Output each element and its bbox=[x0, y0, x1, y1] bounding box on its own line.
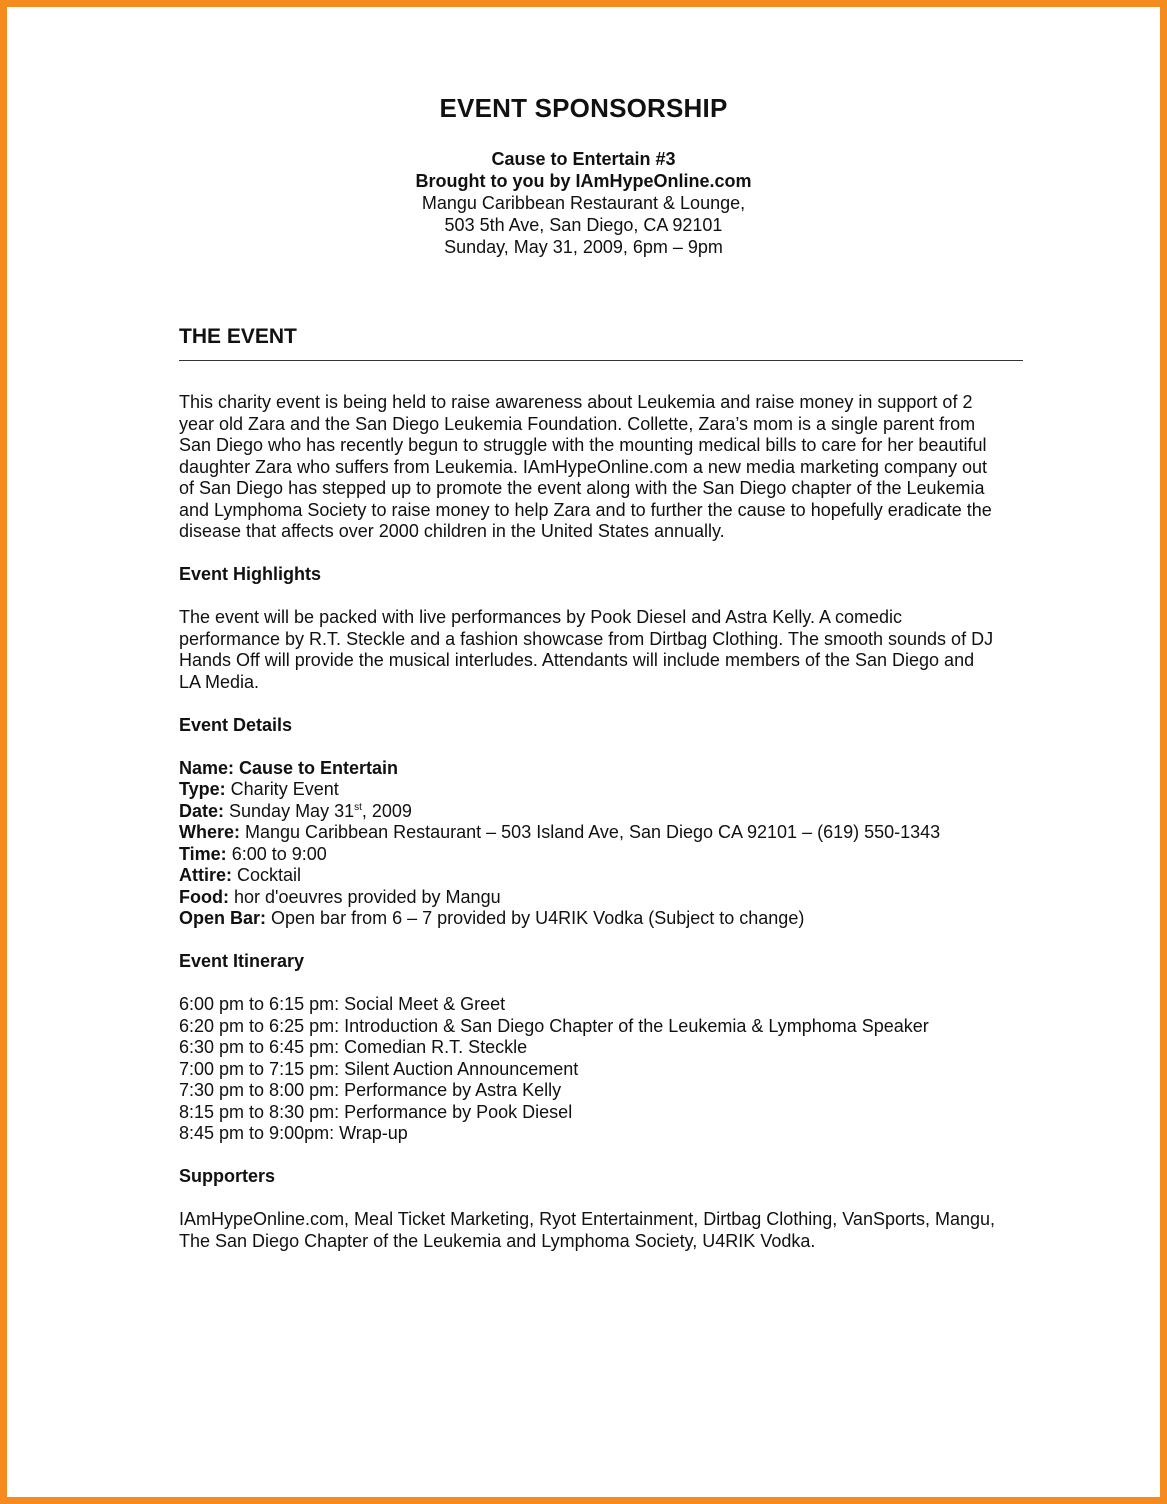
highlights-paragraph: The event will be packed with live performances by Pook Diesel and Astra Kelly. A comedic performance by R.T. Steckle and a fashion showcase from Dirtbag Clothing. The smooth sounds of DJ Hands Off will provide the musical interludes. Attendants will include members of the San Diego and LA Media. bbox=[179, 607, 994, 692]
itinerary-item: 7:30 pm to 8:00 pm: Performance by Astra Kelly bbox=[179, 1080, 562, 1100]
detail-open-bar-label: Open Bar: bbox=[179, 908, 267, 928]
details-heading: Event Details bbox=[179, 714, 293, 735]
detail-date-suffix: st bbox=[354, 801, 362, 813]
section-divider bbox=[179, 360, 1023, 361]
itinerary-item: 8:45 pm to 9:00pm: Wrap-up bbox=[179, 1123, 408, 1143]
document-body bbox=[179, 392, 999, 1252]
detail-type-value: Charity Event bbox=[225, 779, 339, 799]
detail-attire bbox=[179, 865, 999, 887]
detail-date-label: Date: bbox=[179, 800, 225, 821]
detail-date-value: Sunday May 31 bbox=[224, 800, 355, 821]
itinerary-item: 6:20 pm to 6:25 pm: Introduction & San Diego Chapter of the Leukemia & Lymphoma Speaker bbox=[179, 1015, 929, 1036]
detail-time-label: Time: bbox=[179, 843, 227, 864]
details-list bbox=[179, 758, 999, 930]
detail-date-year: , 2009 bbox=[361, 800, 412, 821]
itinerary-item: 8:15 pm to 8:30 pm: Performance by Pook Diesel bbox=[179, 1101, 573, 1122]
detail-food-value: hor d'oeuvres provided by Mangu bbox=[228, 886, 501, 907]
brought-by-line: Brought to you by IAmHypeOnline.com bbox=[415, 171, 752, 191]
detail-open-bar bbox=[179, 908, 999, 930]
intro-paragraph: This charity event is being held to raise awareness about Leukemia and raise money in support of 2 year old Zara and the San Diego Leukemia Foundation. Collette, Zara’s mom is a single parent from San Diego who has recently begun to struggle with the mounting medical bills to care for her beautiful daughter Zara who suffers from Leukemia. IAmHypeOnline.com a new media marketing company out of San Diego has stepped up to promote the event along with the San Diego chapter of the Leukemia and Lymphoma Society to raise money to help Zara and to further the cause to hopefully eradicate the disease that affects over 2000 children in the United States annually. bbox=[179, 392, 992, 541]
detail-name: Name: Cause to Entertain bbox=[179, 757, 399, 778]
supporters-paragraph: IAmHypeOnline.com, Meal Ticket Marketing, Ryot Entertainment, Dirtbag Clothing, VanSports, Mangu, The San Diego Chapter of the Leukemia and Lymphoma Society, U4RIK Vodka. bbox=[179, 1209, 996, 1251]
itinerary-list bbox=[179, 994, 999, 1145]
detail-open-bar-value: Open bar from 6 – 7 provided by U4RIK Vodka (Subject to change) bbox=[266, 908, 805, 928]
venue-line: Mangu Caribbean Restaurant & Lounge, bbox=[421, 193, 746, 213]
detail-attire-value: Cocktail bbox=[232, 865, 302, 885]
section-title-the-event: THE EVENT bbox=[179, 325, 297, 348]
datetime-line: Sunday, May 31, 2009, 6pm – 9pm bbox=[444, 237, 723, 257]
address-line: 503 5th Ave, San Diego, CA 92101 bbox=[444, 215, 723, 235]
detail-where-label: Where: bbox=[179, 822, 241, 842]
itinerary-heading: Event Itinerary bbox=[179, 951, 305, 971]
highlights-heading: Event Highlights bbox=[179, 564, 322, 584]
itinerary-item: 7:00 pm to 7:15 pm: Silent Auction Announcement bbox=[179, 1058, 579, 1079]
event-header bbox=[0, 148, 1167, 258]
itinerary-item: 6:00 pm to 6:15 pm: Social Meet & Greet bbox=[179, 994, 506, 1014]
event-subtitle: Cause to Entertain #3 bbox=[491, 149, 676, 169]
detail-type bbox=[179, 779, 999, 801]
detail-food bbox=[179, 887, 999, 909]
detail-attire-label: Attire: bbox=[179, 865, 232, 885]
detail-date bbox=[179, 801, 999, 823]
detail-food-label: Food: bbox=[179, 886, 229, 907]
detail-time-value: 6:00 to 9:00 bbox=[226, 843, 327, 864]
detail-where bbox=[179, 822, 999, 844]
detail-time bbox=[179, 844, 999, 866]
detail-where-value: Mangu Caribbean Restaurant – 503 Island Ave, San Diego CA 92101 – (619) 550-1343 bbox=[240, 822, 941, 842]
detail-type-label: Type: bbox=[179, 779, 226, 799]
supporters-heading: Supporters bbox=[179, 1166, 276, 1186]
itinerary-item: 6:30 pm to 6:45 pm: Comedian R.T. Steckle bbox=[179, 1037, 528, 1057]
document-title: EVENT SPONSORSHIP bbox=[439, 93, 728, 123]
